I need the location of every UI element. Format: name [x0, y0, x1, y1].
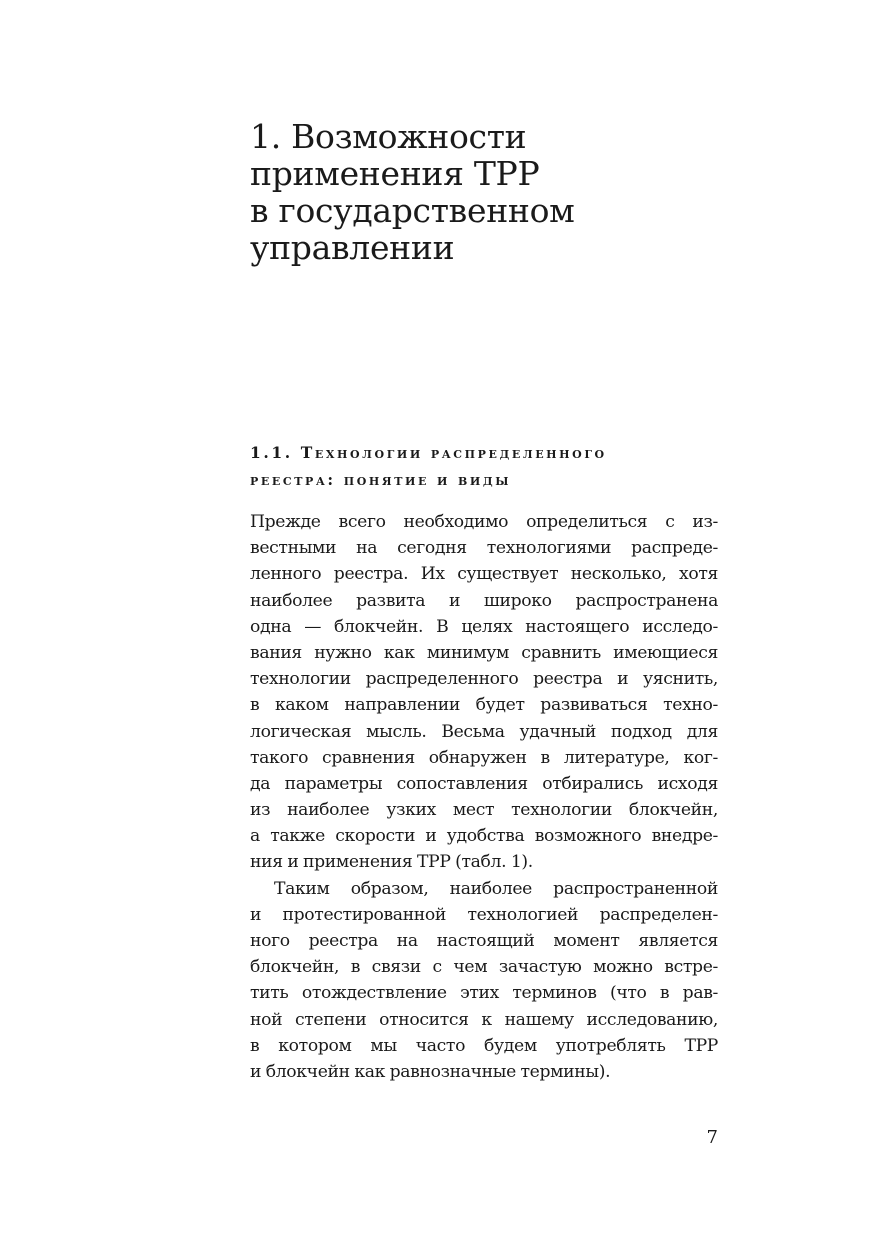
page-number: 7	[706, 1127, 718, 1148]
text-line: Таким образом, наиболее распространенной	[274, 878, 718, 899]
text-line: и протестированной технологией распределен-	[250, 904, 718, 925]
text-line: наиболее развита и широко распространена	[250, 590, 718, 611]
text-line: ной степени относится к нашему исследованию,	[250, 1009, 718, 1030]
text-line: в каком направлении будет развиваться техно-	[250, 695, 718, 716]
chapter-title-line: управлении	[250, 228, 455, 267]
text-line: блокчейн, в связи с чем зачастую можно встре-	[250, 957, 718, 978]
text-line: ния и применения ТРР (табл. 1).	[250, 852, 533, 873]
chapter-title	[250, 118, 720, 266]
text-line: такого сравнения обнаружен в литературе, ког-	[250, 747, 718, 768]
text-line: вания нужно как минимум сравнить имеющиеся	[250, 642, 718, 663]
text-line: одна — блокчейн. В целях настоящего исследо-	[250, 616, 718, 637]
section-title-line: реестра: понятие и виды	[250, 470, 512, 489]
section-title	[250, 439, 720, 493]
text-line: ного реестра на настоящий момент является	[250, 931, 718, 951]
text-line: технологии распределенного реестра и уяснить,	[250, 669, 718, 690]
section-title-line: 1.1. Технологии распределенного	[250, 443, 607, 462]
chapter-title-line: применения ТРР	[250, 154, 540, 193]
text-line: из наиболее узких мест технологии блокчейн,	[250, 800, 718, 821]
body-text	[250, 509, 718, 1085]
text-line: тить отождествление этих терминов (что в рав-	[250, 983, 718, 1004]
text-line: да параметры сопоставления отбирались исходя	[250, 773, 718, 794]
text-line: а также скорости и удобства возможного внедре-	[250, 826, 718, 847]
paragraph	[250, 509, 718, 876]
text-line: логическая мысль. Весьма удачный подход для	[250, 721, 718, 742]
chapter-title-line: в государственном	[250, 191, 575, 230]
text-line: и блокчейн как равнозначные термины).	[250, 1061, 611, 1082]
text-line: Прежде всего необходимо определиться с из-	[250, 512, 718, 532]
paragraph	[250, 876, 718, 1086]
text-line: вестными на сегодня технологиями распреде-	[250, 538, 718, 559]
text-line: ленного реестра. Их существует несколько, хотя	[250, 564, 718, 585]
chapter-title-line: 1. Возможности	[250, 117, 527, 156]
text-line: в котором мы часто будем употреблять ТРР	[250, 1035, 718, 1056]
